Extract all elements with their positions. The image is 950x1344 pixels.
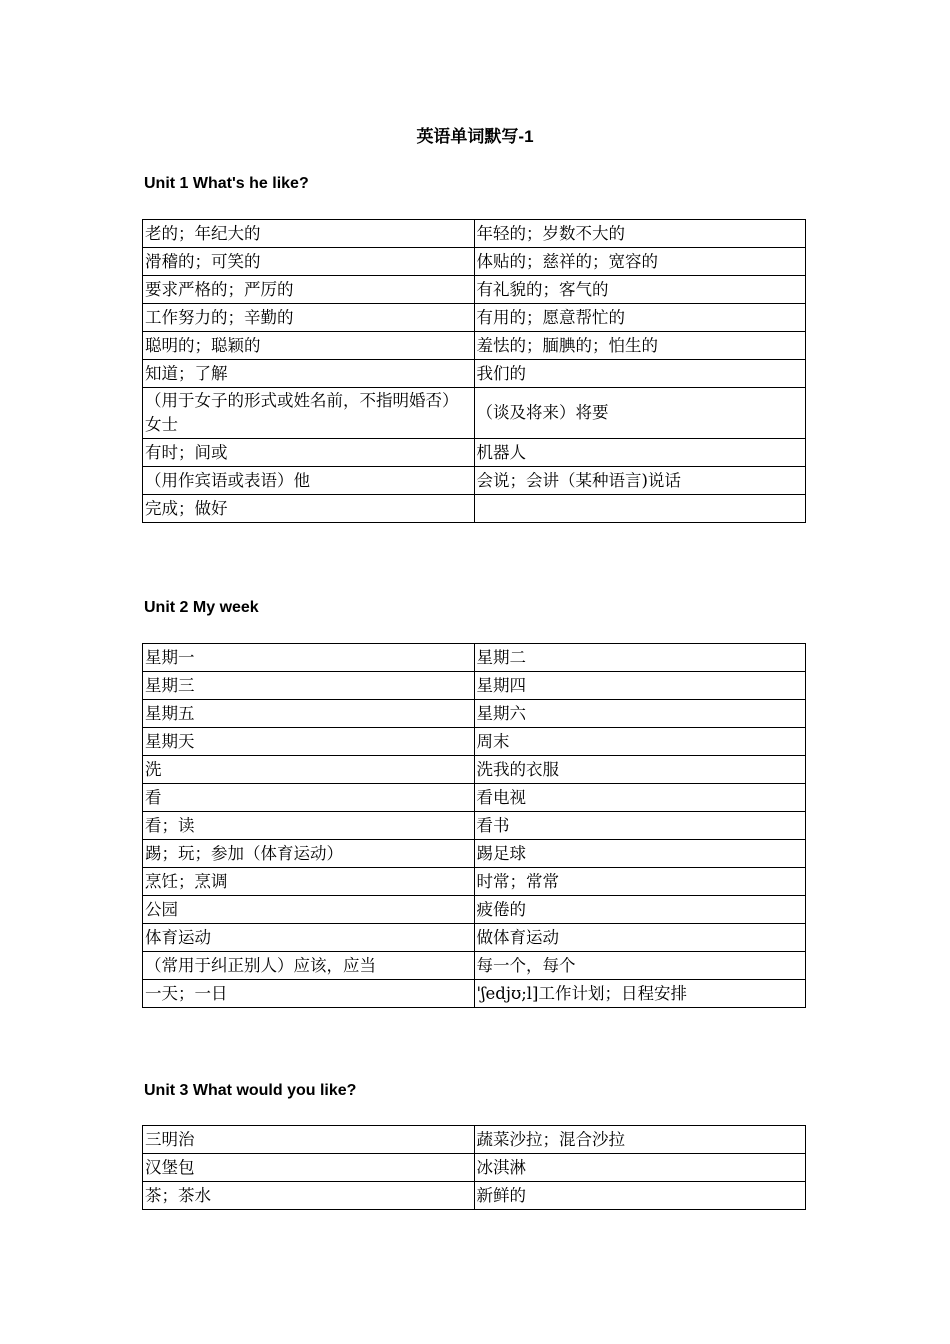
table-cell: 要求严格的；严厉的 [143, 276, 475, 304]
table-row [143, 728, 806, 756]
table-cell: 有时；间或 [143, 439, 475, 467]
table-cell: （用于女子的形式或姓名前，不指明婚否）女士 [143, 388, 475, 439]
table-cell: 滑稽的；可笑的 [143, 248, 475, 276]
table-row [143, 952, 806, 980]
table-row [143, 332, 806, 360]
table-row [143, 304, 806, 332]
table-cell: 时常；常常 [474, 868, 806, 896]
table-cell: 疲倦的 [474, 896, 806, 924]
table-row [143, 896, 806, 924]
table-cell: 洗 [143, 756, 475, 784]
page-title: 英语单词默写-1 [416, 127, 534, 146]
table-row [143, 644, 806, 672]
table-row [143, 220, 806, 248]
table-cell: 踢足球 [474, 840, 806, 868]
table-cell: 三明治 [143, 1126, 475, 1154]
table-cell: 烹饪；烹调 [143, 868, 475, 896]
table-cell: 新鲜的 [474, 1182, 806, 1210]
table-cell: 星期五 [143, 700, 475, 728]
table-cell: 汉堡包 [143, 1154, 475, 1182]
table-cell [474, 495, 806, 523]
table-cell: 会说；会讲（某种语言)说话 [474, 467, 806, 495]
table-cell: 聪明的；聪颖的 [143, 332, 475, 360]
table-row [143, 840, 806, 868]
table-cell: 有礼貌的；客气的 [474, 276, 806, 304]
table-cell: 我们的 [474, 360, 806, 388]
table-row [143, 495, 806, 523]
table-row [143, 868, 806, 896]
table-cell: 机器人 [474, 439, 806, 467]
table-row [143, 1154, 806, 1182]
table-cell: 完成；做好 [143, 495, 475, 523]
table-cell: 老的；年纪大的 [143, 220, 475, 248]
unit-2-vocab-table [142, 643, 806, 1008]
table-row [143, 700, 806, 728]
table-cell: 踢；玩；参加（体育运动） [143, 840, 475, 868]
unit-1-vocab-table [142, 219, 806, 523]
table-row [143, 784, 806, 812]
table-row [143, 439, 806, 467]
table-row [143, 812, 806, 840]
table-row [143, 467, 806, 495]
table-cell: 星期四 [474, 672, 806, 700]
table-cell: 年轻的；岁数不大的 [474, 220, 806, 248]
table-cell: （用作宾语或表语）他 [143, 467, 475, 495]
unit-3-vocab-table [142, 1125, 806, 1210]
table-cell: 星期六 [474, 700, 806, 728]
unit-2-heading: Unit 2 My week [144, 599, 259, 616]
table-cell: 星期二 [474, 644, 806, 672]
table-cell: 星期三 [143, 672, 475, 700]
table-row [143, 756, 806, 784]
table-cell: 有用的；愿意帮忙的 [474, 304, 806, 332]
table-cell: 看电视 [474, 784, 806, 812]
table-row [143, 672, 806, 700]
table-row [143, 276, 806, 304]
table-cell: 看 [143, 784, 475, 812]
table-cell: 知道；了解 [143, 360, 475, 388]
table-cell: 体育运动 [143, 924, 475, 952]
table-cell: 看；读 [143, 812, 475, 840]
table-row [143, 360, 806, 388]
table-row [143, 388, 806, 439]
table-cell: 体贴的；慈祥的；宽容的 [474, 248, 806, 276]
table-cell: 蔬菜沙拉；混合沙拉 [474, 1126, 806, 1154]
table-row [143, 980, 806, 1008]
table-row [143, 1126, 806, 1154]
unit-3-heading: Unit 3 What would you like? [144, 1082, 357, 1099]
table-cell: 做体育运动 [474, 924, 806, 952]
table-cell: 星期天 [143, 728, 475, 756]
table-cell: 周末 [474, 728, 806, 756]
table-cell: 羞怯的；腼腆的；怕生的 [474, 332, 806, 360]
table-cell: 看书 [474, 812, 806, 840]
table-cell: 冰淇淋 [474, 1154, 806, 1182]
table-cell: 洗我的衣服 [474, 756, 806, 784]
table-cell: 星期一 [143, 644, 475, 672]
table-cell: （谈及将来）将要 [474, 388, 806, 439]
table-cell: （常用于纠正别人）应该，应当 [143, 952, 475, 980]
table-cell: 茶；茶水 [143, 1182, 475, 1210]
table-cell: 工作努力的；辛勤的 [143, 304, 475, 332]
table-row [143, 924, 806, 952]
table-row [143, 248, 806, 276]
table-cell: 公园 [143, 896, 475, 924]
table-cell: 每一个，每个 [474, 952, 806, 980]
table-cell: 'ʃedjʊ;l]工作计划；日程安排 [474, 980, 806, 1008]
table-cell: 一天；一日 [143, 980, 475, 1008]
unit-1-heading: Unit 1 What's he like? [144, 175, 309, 192]
table-row [143, 1182, 806, 1210]
